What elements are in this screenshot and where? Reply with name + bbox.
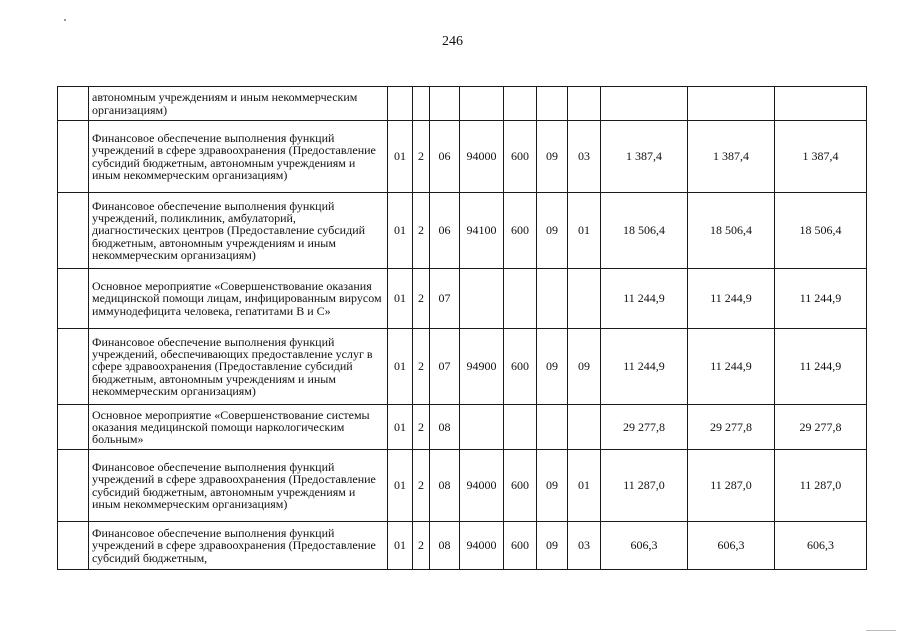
code-cell [537,87,568,121]
code-cell: 08 [430,450,460,522]
row-number-cell [58,87,89,121]
code-cell: 600 [504,329,537,405]
amount-cell: 18 506,4 [775,193,867,269]
code-cell: 2 [413,269,430,329]
row-number-cell [58,450,89,522]
row-number-cell [58,121,89,193]
amount-cell: 11 287,0 [688,450,775,522]
budget-table [57,86,867,570]
code-cell: 07 [430,269,460,329]
code-cell [537,269,568,329]
table-body [58,87,867,570]
code-cell: 08 [430,522,460,570]
code-cell: 2 [413,522,430,570]
table-row [58,193,867,269]
code-cell [388,87,413,121]
amount-cell: 11 244,9 [688,329,775,405]
amount-cell: 29 277,8 [688,405,775,450]
amount-cell: 1 387,4 [601,121,688,193]
code-cell: 01 [388,522,413,570]
description-cell: Финансовое обеспечение выполнения функций учреждений, обеспечивающих предоставление услуг в сфере здравоохранения (Предоставление субсидий бюджетным, автономным учреждениям и иным некоммерческим организациям) [89,329,388,405]
description-cell: Финансовое обеспечение выполнения функций учреждений, поликлиник, амбулаторий, диагностических центров (Предоставление субсидий бюджетным, автономным учреждениям и иным некоммерческим организациям) [89,193,388,269]
table-row [58,450,867,522]
code-cell: 94900 [460,329,504,405]
description-cell: Финансовое обеспечение выполнения функций учреждений в сфере здравоохранения (Предоставление субсидий бюджетным, автономным учреждениям и иным некоммерческим организациям) [89,450,388,522]
amount-cell: 11 287,0 [601,450,688,522]
code-cell [460,269,504,329]
amount-cell: 11 244,9 [775,269,867,329]
amount-cell: 11 244,9 [775,329,867,405]
code-cell: 600 [504,121,537,193]
code-cell: 01 [388,450,413,522]
amount-cell: 1 387,4 [775,121,867,193]
table-row [58,329,867,405]
code-cell: 600 [504,522,537,570]
code-cell: 01 [568,193,601,269]
row-number-cell [58,269,89,329]
page-number: 246 [442,34,463,49]
code-cell: 06 [430,193,460,269]
amount-cell [775,87,867,121]
code-cell [504,405,537,450]
code-cell: 600 [504,193,537,269]
table-row [58,87,867,121]
row-number-cell [58,405,89,450]
code-cell [568,269,601,329]
code-cell: 01 [388,405,413,450]
description-cell: Основное мероприятие «Совершенствование системы оказания медицинской помощи наркологическим больным» [89,405,388,450]
code-cell: 08 [430,405,460,450]
code-cell: 06 [430,121,460,193]
code-cell: 2 [413,405,430,450]
row-number-cell [58,193,89,269]
description-cell: Финансовое обеспечение выполнения функций учреждений в сфере здравоохранения (Предоставление субсидий бюджетным, автономным учреждениям и иным некоммерческим организациям) [89,121,388,193]
amount-cell: 606,3 [775,522,867,570]
code-cell: 94000 [460,450,504,522]
description-cell: Финансовое обеспечение выполнения функций учреждений в сфере здравоохранения (Предоставление субсидий бюджетным, [89,522,388,570]
code-cell: 2 [413,121,430,193]
amount-cell: 18 506,4 [601,193,688,269]
scan-mark [866,630,896,631]
amount-cell: 1 387,4 [688,121,775,193]
code-cell: 01 [388,269,413,329]
code-cell: 09 [537,121,568,193]
code-cell: 01 [388,193,413,269]
code-cell [568,405,601,450]
code-cell [413,87,430,121]
code-cell: 2 [413,329,430,405]
amount-cell: 18 506,4 [688,193,775,269]
code-cell: 03 [568,522,601,570]
description-cell: Основное мероприятие «Совершенствование оказания медицинской помощи лицам, инфицированным вирусом иммунодефицита человека, гепатитами В и С» [89,269,388,329]
amount-cell: 11 244,9 [688,269,775,329]
table-row [58,121,867,193]
row-number-cell [58,329,89,405]
code-cell: 03 [568,121,601,193]
table-row [58,269,867,329]
amount-cell: 11 244,9 [601,329,688,405]
amount-cell: 606,3 [601,522,688,570]
code-cell: 09 [568,329,601,405]
code-cell [537,405,568,450]
table-row [58,405,867,450]
description-cell: автономным учреждениям и иным некоммерческим организациям) [89,87,388,121]
code-cell [504,269,537,329]
code-cell: 09 [537,450,568,522]
amount-cell [601,87,688,121]
amount-cell: 606,3 [688,522,775,570]
code-cell: 94000 [460,522,504,570]
code-cell: 01 [388,329,413,405]
code-cell: 07 [430,329,460,405]
scan-mark [64,19,66,21]
amount-cell [688,87,775,121]
code-cell: 2 [413,193,430,269]
code-cell: 01 [568,450,601,522]
code-cell: 01 [388,121,413,193]
amount-cell: 11 244,9 [601,269,688,329]
table-row [58,522,867,570]
code-cell: 09 [537,522,568,570]
code-cell: 09 [537,329,568,405]
code-cell [430,87,460,121]
code-cell: 600 [504,450,537,522]
code-cell: 94000 [460,121,504,193]
code-cell [568,87,601,121]
code-cell: 94100 [460,193,504,269]
code-cell [460,87,504,121]
code-cell: 2 [413,450,430,522]
amount-cell: 29 277,8 [775,405,867,450]
row-number-cell [58,522,89,570]
amount-cell: 29 277,8 [601,405,688,450]
code-cell: 09 [537,193,568,269]
code-cell [504,87,537,121]
amount-cell: 11 287,0 [775,450,867,522]
code-cell [460,405,504,450]
